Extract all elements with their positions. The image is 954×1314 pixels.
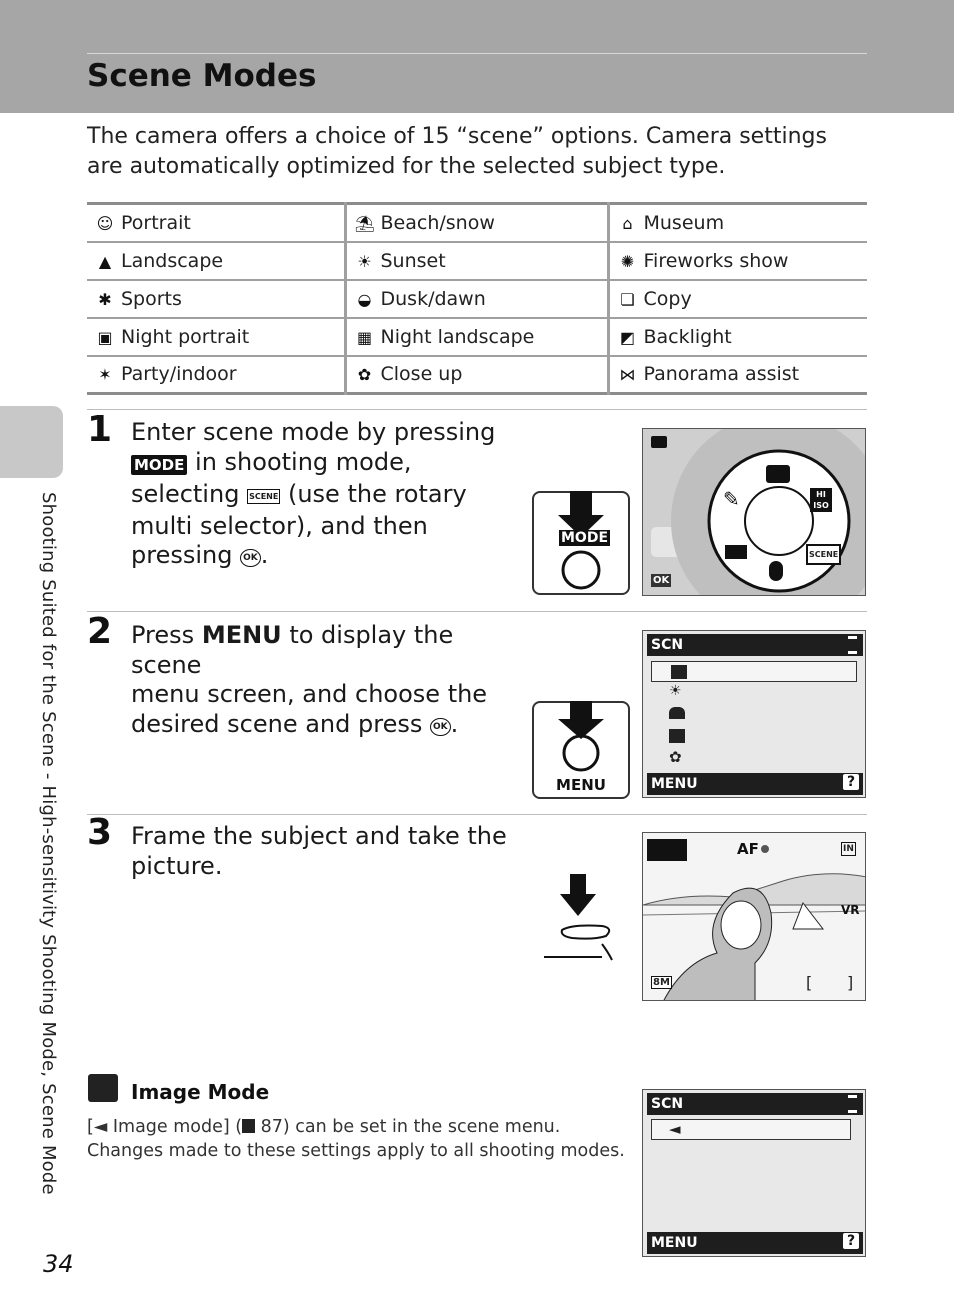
note-title: Image Mode [131,1080,270,1104]
table-cell: ✺ Fireworks show [608,242,867,280]
night-portrait-icon: ▣ [97,327,113,347]
reference-icon [242,1119,255,1133]
help-icon: ? [843,774,859,790]
mode-dial-screen [642,428,866,596]
menu-label: MENU [651,1235,698,1251]
divider [87,611,867,612]
scrollbar-icon [848,636,857,654]
table-cell: ✶ Party/indoor [87,356,345,394]
table-cell: ▦ Night landscape [345,318,608,356]
table-cell: ▲ Landscape [87,242,345,280]
sunset-icon: ☀ [357,251,372,271]
panorama-assist-icon: ⋈ [619,365,636,385]
table-cell: ⋈ Panorama assist [608,356,867,394]
hi-iso-icon: HI ISO [810,488,832,512]
divider [87,409,867,410]
side-tab-text: Shooting Suited for the Scene - High-sensitivity Shooting Mode, Scene Mode [38,492,59,1195]
ok-icon: OK [653,575,670,586]
table-row [87,204,867,242]
backlight-icon: ◩ [619,327,636,347]
table-cell: ☀ Sunset [345,242,608,280]
menu-label: MENU [651,776,698,792]
night-landscape-menu-icon [669,729,685,743]
table-row [87,280,867,318]
table-cell: ⛱ Beach/snow [345,204,608,242]
table-cell: ✿ Close up [345,356,608,394]
dusk-dawn-icon: ◒ [357,289,372,309]
menu-title-bar [647,634,863,656]
menu-bottom-bar [647,773,863,795]
beach-snow-icon: ⛱ [354,213,375,233]
scn-label: SCN [651,1096,684,1112]
ok-key-icon: OK [430,718,451,736]
step-number: 2 [87,611,113,652]
menu-button-label: MENU [556,776,606,794]
copy-icon: ❏ [620,289,635,309]
header-band [0,0,954,113]
af-indicator: AF [737,840,759,858]
chapter-tab [0,406,63,478]
note-icon [88,1074,118,1102]
fireworks-icon: ✺ [620,251,635,271]
dusk-dawn-menu-icon [669,707,685,719]
focus-dot-icon [761,845,769,853]
menu-item-highlight[interactable] [651,1119,851,1140]
table-cell: ▣ Night portrait [87,318,345,356]
setup-icon: ✎ [723,487,740,511]
step-3-text: Frame the subject and take the picture. [131,822,507,880]
scene-key-icon: SCENE [247,489,280,504]
header-rule [87,53,867,54]
step-2-text: Press MENU to display the scene menu screen, and choose the desired scene and press OK . [131,621,488,738]
page-number: 34 [43,1250,74,1278]
party-indoor-icon: ✶ [98,365,112,385]
divider [87,814,867,815]
step-1-text: Enter scene mode by pressing MODE in shooting mode, selecting SCENE (use the rotary multi selector), and then pressing OK . [131,418,496,569]
table-cell: ❏ Copy [608,280,867,318]
night-portrait-menu-icon [671,665,687,679]
bracket-left: [ [806,973,813,992]
page-title: Scene Modes [87,58,317,94]
table-row [87,356,867,394]
mode-button-illustration [532,491,630,595]
camera-icon [766,465,790,483]
table-cell: ✱ Sports [87,280,345,318]
voice-record-icon [769,561,783,581]
bracket-right: ] [847,973,854,992]
menu-bottom-bar [647,1232,863,1254]
scn-label: SCN [651,637,684,653]
image-mode-menu-icon: ◄ [669,1120,681,1138]
vr-icon: VR [841,903,860,917]
menu-title-bar [647,1093,863,1115]
image-mode-icon: ◄ [93,1117,108,1137]
close-up-menu-icon: ✿ [669,748,682,766]
image-size-icon: 8M [653,977,670,988]
night-landscape-icon: ▦ [356,327,373,347]
mode-key-icon: MODE [131,455,187,475]
table-cell: ☺ Portrait [87,204,345,242]
menu-button-illustration [532,701,630,799]
sports-icon: ✱ [98,289,112,309]
ok-key-icon: OK [240,549,261,567]
image-mode-menu-screen [642,1089,866,1257]
step-number: 3 [87,812,113,853]
table-cell: ◩ Backlight [608,318,867,356]
menu-key-icon: MENU [201,621,282,649]
landscape-icon: ▲ [98,251,112,271]
shutter-press-illustration [542,874,622,964]
night-portrait-mode-icon [647,839,687,861]
table-cell: ◒ Dusk/dawn [345,280,608,318]
help-icon: ? [843,1233,859,1249]
table-cell: ⌂ Museum [608,204,867,242]
scene-table [87,202,867,395]
scene-menu-screen [642,630,866,798]
table-row [87,318,867,356]
step-number: 1 [87,409,113,450]
movie-icon [725,545,747,559]
museum-icon: ⌂ [622,213,633,233]
scrollbar-icon [848,1095,857,1113]
mode-button-label: MODE [561,530,609,546]
close-up-icon: ✿ [357,365,372,385]
scene-icon: SCENE [806,544,841,565]
rotary-dial-icon [643,429,866,596]
shooting-screen [642,832,866,1001]
internal-memory-icon: IN [843,844,854,854]
portrait-icon: ☺ [96,213,114,233]
intro-text: The camera offers a choice of 15 “scene” options. Camera settings are automatically optimized for the selected subject type. [87,124,827,179]
table-row [87,242,867,280]
note-body: [◄ Image mode] ( 87) can be set in the scene menu. Changes made to these settings apply to all shooting modes. [87,1117,625,1161]
sunset-menu-icon: ☀ [669,683,682,699]
